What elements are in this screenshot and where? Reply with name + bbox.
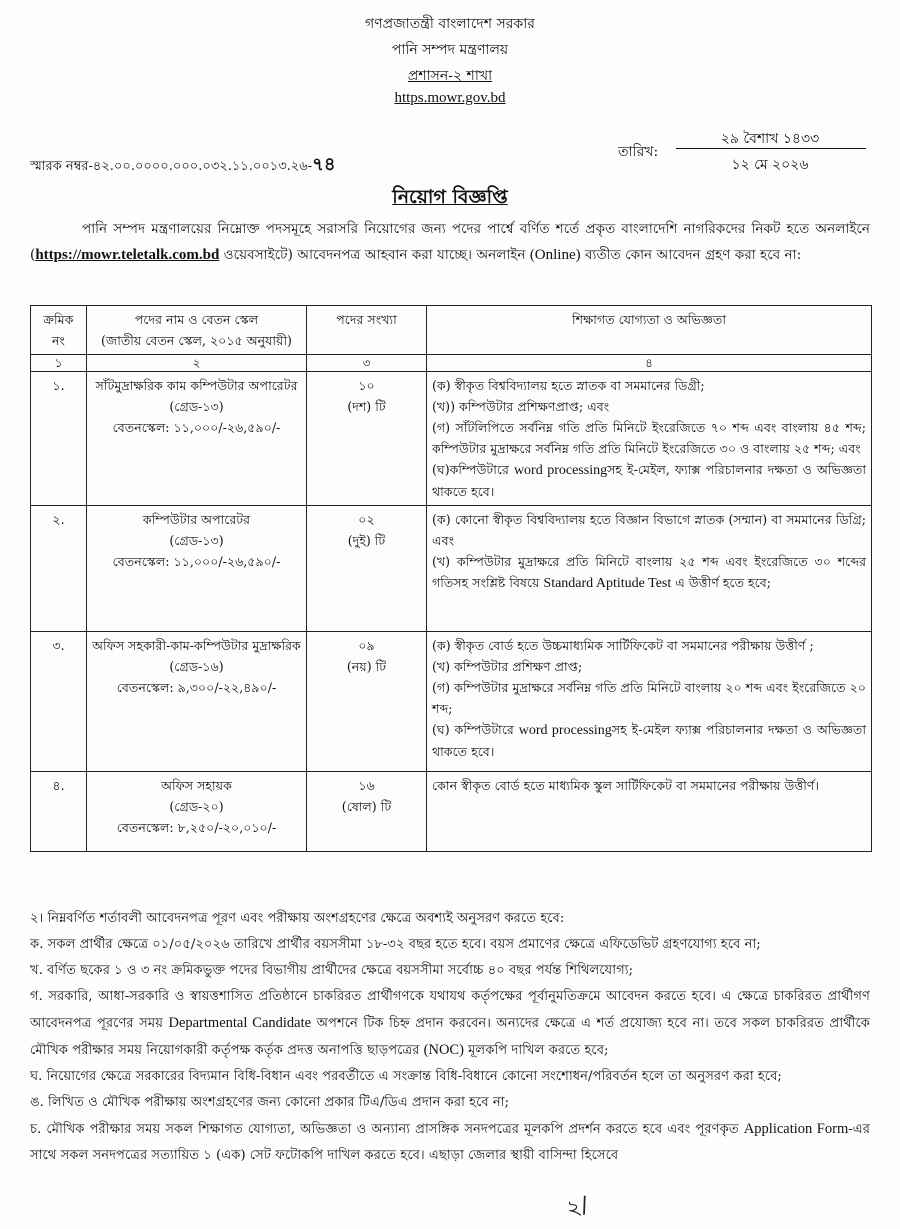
post-pay-scale: বেতনস্কেল: ১১,০০০/-২৬,৫৯০/-	[112, 554, 281, 569]
qualification-cell	[427, 506, 872, 632]
date-divider	[676, 148, 866, 149]
header-post-name-sub: (জাতীয় বেতন স্কেল, ২০১৫ অনুযায়ী)	[101, 333, 292, 348]
table-row	[31, 372, 872, 506]
count-cell	[307, 632, 427, 772]
qualification-item: (ক) স্বীকৃত বিশ্ববিদ্যালয় হতে স্নাতক বা সমমানের ডিগ্রী;	[432, 378, 705, 393]
table-row	[31, 506, 872, 632]
post-pay-scale: বেতনস্কেল: ৮,২৫০/-২০,০১০/-	[116, 820, 277, 835]
post-count: ০২	[358, 512, 375, 527]
post-count-words: (দুই) টি	[347, 533, 386, 548]
date-bangla: ২৯ বৈশাখ ১৪৩৩	[720, 131, 820, 147]
date-label: তারিখ:	[618, 144, 659, 160]
term-item: ঘ. নিয়োগের ক্ষেত্রে সরকারের বিদ্যমান বিধি-বিধান এবং পরবর্তীতে এ সংক্রান্ত বিধি-বিধানে কোনো সংশোধন/পরিবর্তন হলে তা অনুসরণ করা হবে;	[30, 1069, 782, 1084]
intro-text-1: পানি সম্পদ মন্ত্রণালয়ের নিম্নোক্ত পদসমূহে সরাসরি নিয়োগের জন্য পদের পার্শ্বে বর্ণিত শর্তে প্রকৃত বাংলাদেশি নাগরিকদের নিকট হতে অনলাইনে (	[30, 221, 870, 263]
qualification-item: কোন স্বীকৃত বোর্ড হতে মাধ্যমিক স্কুল সার্টিফিকেট বা সমমানের পরীক্ষায় উত্তীর্ণ।	[432, 778, 820, 793]
qualification-text-latin: word processing	[518, 723, 612, 738]
qualification-item	[432, 459, 866, 502]
qualification-item: (খ) কম্পিউটার প্রশিক্ষণ প্রাপ্ত;	[432, 659, 583, 674]
qualification-text: সহ ই-মেইল ফ্যাক্স পরিচালনার দক্ষতা ও অভিজ্ঞতা থাকতে হবে।	[432, 722, 866, 759]
qualification-text: (ঘ)কম্পিউটারে	[432, 462, 514, 477]
post-name: অফিস সহায়ক	[161, 778, 232, 793]
qualification-item: (খ)) কম্পিউটার প্রশিক্ষণপ্রাপ্ত; এবং	[432, 399, 610, 414]
row-serial: ২.	[31, 506, 87, 632]
post-name: কম্পিউটার অপারেটর	[142, 512, 251, 527]
application-url-link[interactable]: https://mowr.teletalk.com.bd	[35, 247, 220, 263]
column-number: ৪	[427, 355, 872, 372]
header-qualification: শিক্ষাগত যোগ্যতা ও অভিজ্ঞতা	[427, 306, 872, 355]
term-item	[30, 984, 870, 1064]
terms-heading: ২। নিম্নবর্ণিত শর্তাবলী আবেদনপত্র পূরণ এবং পরীক্ষায় অংশগ্রহণের ক্ষেত্রে অবশ্যই অনুসরণ করতে হবে:	[30, 911, 565, 926]
post-cell	[87, 772, 307, 852]
term-item: ক. সকল প্রার্থীর ক্ষেত্রে ০১/০৫/২০২৬ তারিখে প্রার্থীর বয়সসীমা ১৮-৩২ বছর হতে হবে। বয়স প্রমাণের ক্ষেত্রে এফিডেভিট গ্রহণযোগ্য হবে না;	[30, 937, 761, 952]
term-text: অপশনে টিক চিহ্ন প্রদান করবেন। অন্যদের ক্ষেত্রে এ শর্ত প্রযোজ্য হবে না। তবে সকল চাকরিরত প্রার্থীকে মৌখিক পরীক্ষার সময় নিয়োগকারী কর্তৃপক্ষ কর্তৃক প্রদত্ত অনাপত্তি ছাড়পত্রের	[30, 1016, 870, 1058]
qualification-text-latin: Standard Aptitude Test	[543, 576, 672, 591]
post-grade: (গ্রেড-১৬)	[169, 659, 224, 674]
memo-number	[30, 150, 336, 181]
memo-label: স্মারক নম্বর-৪২.০০.০০০০.০০০.০৩২.১১.০০১৩.২৬-	[30, 159, 313, 174]
term-item: খ. বর্ণিত ছকের ১ ও ৩ নং ক্রমিকভুক্ত পদের বিভাগীয় প্রার্থীদের ক্ষেত্রে বয়সসীমা সর্বোচ্চ ৪০ বছর পর্যন্ত শিথিলযোগ্য;	[30, 963, 634, 978]
qualification-cell	[427, 372, 872, 506]
term-text-latin: Departmental Candidate	[168, 1015, 312, 1031]
page-number-mark: ২/	[563, 1192, 592, 1223]
government-name: গণপ্রজাতন্ত্রী বাংলাদেশ সরকার	[365, 16, 535, 32]
qualification-text-latin: word processing	[513, 463, 608, 478]
post-count-words: (ষোল) টি	[341, 799, 392, 814]
term-item: ঙ. লিখিত ও মৌখিক পরীক্ষায় অংশগ্রহণের জন্য কোনো প্রকার টিএ/ডিএ প্রদান করা হবে না;	[30, 1095, 510, 1110]
post-name: সাঁটমুদ্রাক্ষরিক কাম কম্পিউটার অপারেটর	[95, 378, 298, 393]
column-number: ৩	[307, 355, 427, 372]
post-grade: (গ্রেড-১৩)	[169, 399, 224, 414]
qualification-text: (ঘ) কম্পিউটারে	[432, 722, 519, 737]
post-count: ০৯	[358, 638, 375, 653]
qualification-item: (ক) স্বীকৃত বোর্ড হতে উচ্চমাধ্যমিক সার্টিফিকেট বা সমমানের পরীক্ষায় উত্তীর্ণ ;	[432, 638, 814, 653]
terms-section	[30, 906, 870, 1169]
post-pay-scale: বেতনস্কেল: ৯,৩০০/-২২,৪৯০/-	[116, 680, 277, 695]
date-english: ১২ মে ২০২৬	[731, 157, 809, 173]
qualification-item: (গ) কম্পিউটার মুদ্রাক্ষরে সর্বনিম্ন গতি প্রতি মিনিটে বাংলায় ২০ শব্দ এবং ইংরেজিতে ২০ শব্দ;	[432, 680, 866, 716]
qualification-item: (ক) কোনো স্বীকৃত বিশ্ববিদ্যালয় হতে বিজ্ঞান বিভাগে স্নাতক (সম্মান) বা সমমানের ডিগ্রি; এবং	[432, 512, 866, 548]
vacancy-table	[30, 305, 872, 852]
term-text-latin: (NOC)	[423, 1042, 464, 1058]
post-count-words: (দশ) টি	[347, 399, 386, 414]
row-serial: ৪.	[31, 772, 87, 852]
post-cell	[87, 632, 307, 772]
qualification-text: (খ) কম্পিউটার মুদ্রাক্ষরে প্রতি মিনিটে বাংলায় ২৫ শব্দ এবং ইংরেজিতে ৩০ শব্দের গতিসহ সংশ্লিষ্ট বিষয়ে	[432, 554, 866, 590]
post-pay-scale: বেতনস্কেল: ১১,০০০/-২৬,৫৯০/-	[112, 420, 281, 435]
notice-title	[0, 183, 900, 215]
ministry-website: https.mowr.gov.bd	[394, 90, 506, 106]
header-post-count: পদের সংখ্যা	[307, 306, 427, 355]
qualification-item: (গ) সাঁটলিপিতে সর্বনিম্ন গতি প্রতি মিনিটে ইংরেজিতে ৭০ শব্দ এবং বাংলায় ৪৫ শব্দ; কম্পিউটার মুদ্রাক্ষরে সর্বনিম্ন গতি প্রতি মিনিটে ইংরেজিতে ৩০ ও বাংলায় ২৫ শব্দ; এবং	[432, 420, 866, 456]
memo-handwritten-number: ৭৪	[312, 154, 336, 175]
notice-title-text: নিয়োগ বিজ্ঞপ্তি	[392, 186, 508, 208]
qualification-item	[432, 551, 866, 594]
post-grade: (গ্রেড-২০)	[169, 799, 224, 814]
table-header-row	[31, 306, 872, 355]
header-post-name	[87, 306, 307, 355]
post-cell	[87, 372, 307, 506]
column-number-row	[31, 355, 872, 372]
table-row	[31, 632, 872, 772]
post-name: অফিস সহকারী-কাম-কম্পিউটার মুদ্রাক্ষরিক	[92, 638, 301, 653]
term-text: গ. সরকারি, আধা-সরকারি ও স্বায়ত্তশাসিত প্রতিষ্ঠানে চাকরিরত প্রার্থীগণকে যথাযথ কর্তৃপক্ষের পূর্বানুমতিক্রমে আবেদন করতে হবে। এ ক্ষেত্রে চাকরিরত প্রার্থীগণ আবেদনপত্র পূরণের সময়	[30, 989, 870, 1031]
ministry-name: পানি সম্পদ মন্ত্রণালয়	[391, 42, 509, 58]
term-text: -এর সাথে সকল সনদপত্রের সত্যায়িত ১ (এক) সেট ফটোকপি দাখিল করতে হবে। এছাড়া জেলার স্থায়ী বাসিন্দা হিসেবে	[30, 1122, 870, 1163]
branch-name: প্রশাসন-২ শাখা	[407, 68, 493, 84]
term-text: চ. মৌখিক পরীক্ষার সময় সকল শিক্ষাগত যোগ্যতা, অভিজ্ঞতা ও অন্যান্য প্রাসঙ্গিক সনদপত্রের মূলকপি প্রদর্শন করতে হবে এবং পূরণকৃত	[30, 1122, 744, 1137]
header-serial: ক্রমিক নং	[31, 306, 87, 355]
post-count: ১০	[358, 378, 375, 393]
count-cell	[307, 506, 427, 632]
term-item	[30, 1116, 870, 1169]
header-post-name-main: পদের নাম ও বেতন স্কেল	[134, 312, 259, 327]
qualification-text: সহ ই-মেইল, ফ্যাক্স পরিচালনার দক্ষতা ও অভিজ্ঞতা থাকতে হবে।	[432, 462, 866, 499]
count-cell	[307, 372, 427, 506]
post-cell	[87, 506, 307, 632]
row-serial: ১.	[31, 372, 87, 506]
column-number: ১	[31, 355, 87, 372]
qualification-text: এ উত্তীর্ণ হতে হবে;	[671, 575, 771, 590]
column-number: ২	[87, 355, 307, 372]
table-row	[31, 772, 872, 852]
qualification-item	[432, 719, 866, 762]
count-cell	[307, 772, 427, 852]
intro-text-3: ব্যতীত কোন আবেদন গ্রহণ করা হবে না:	[580, 247, 802, 263]
term-text-latin: Application Form	[743, 1121, 849, 1137]
intro-online: (Online)	[529, 247, 581, 263]
intro-text-2: ওয়েবসাইটে) আবেদনপত্র আহবান করা যাচ্ছে। অনলাইন	[219, 247, 530, 263]
qualification-cell	[427, 772, 872, 852]
post-count: ১৬	[358, 778, 375, 793]
post-grade: (গ্রেড-১৩)	[169, 533, 224, 548]
term-text: মূলকপি দাখিল করতে হবে;	[463, 1043, 609, 1058]
post-count-words: (নয়) টি	[346, 659, 387, 674]
intro-paragraph	[30, 216, 870, 268]
qualification-cell	[427, 632, 872, 772]
row-serial: ৩.	[31, 632, 87, 772]
